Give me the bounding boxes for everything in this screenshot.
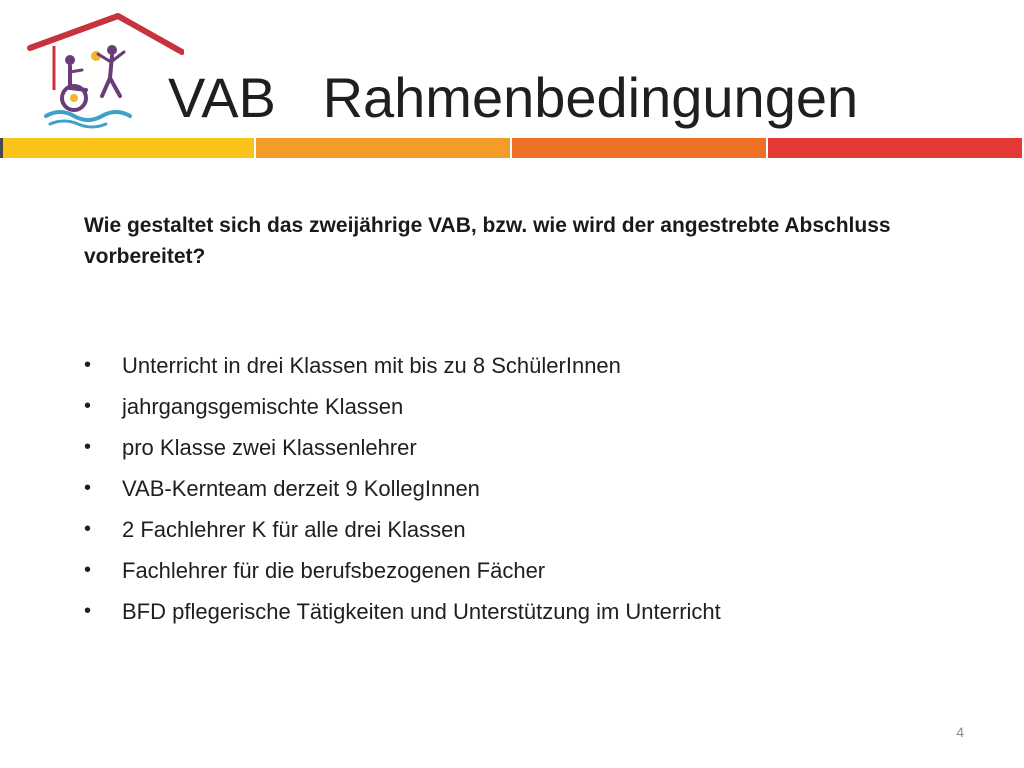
bullet-marker: •: [84, 436, 92, 458]
bullet-text: BFD pflegerische Tätigkeiten und Unterstützung im Unterricht: [122, 599, 721, 624]
slide-title: VAB Rahmenbedingungen: [168, 66, 859, 129]
bullet-item: [84, 468, 984, 509]
color-bar-segment-dark-orange: [512, 138, 768, 158]
bullet-marker: •: [84, 477, 92, 499]
slide-question: Wie gestaltet sich das zweijährige VAB, bzw. wie wird der angestrebte Abschluss vorbereitet?: [84, 214, 891, 268]
bullet-text: pro Klasse zwei Klassenlehrer: [122, 435, 417, 460]
bullet-marker: •: [84, 559, 92, 581]
bullet-item: [84, 591, 984, 632]
bullet-marker: •: [84, 395, 92, 417]
bullet-item: [84, 345, 984, 386]
color-bar-segment-red: [768, 138, 1024, 158]
bullet-marker: •: [84, 518, 92, 540]
bullet-marker: •: [84, 600, 92, 622]
color-bar-edge: [0, 138, 3, 158]
bullet-text: Fachlehrer für die berufsbezogenen Fächer: [122, 558, 546, 583]
bullet-text: jahrgangsgemischte Klassen: [122, 394, 404, 419]
color-bar-segment-orange: [256, 138, 512, 158]
bullet-text: Unterricht in drei Klassen mit bis zu 8 SchülerInnen: [122, 353, 621, 378]
bullet-item: [84, 550, 984, 591]
bullet-list: [84, 345, 984, 632]
page-number: 4: [956, 724, 964, 740]
color-bar-divider: [0, 138, 1024, 158]
bullet-item: [84, 509, 984, 550]
bullet-item: [84, 427, 984, 468]
bullet-marker: •: [84, 354, 92, 376]
bullet-item: [84, 386, 984, 427]
bullet-text: 2 Fachlehrer K für alle drei Klassen: [122, 517, 466, 542]
school-logo-icon: [26, 12, 184, 130]
color-bar-segment-yellow: [0, 138, 256, 158]
bullet-text: VAB-Kernteam derzeit 9 KollegInnen: [122, 476, 480, 501]
